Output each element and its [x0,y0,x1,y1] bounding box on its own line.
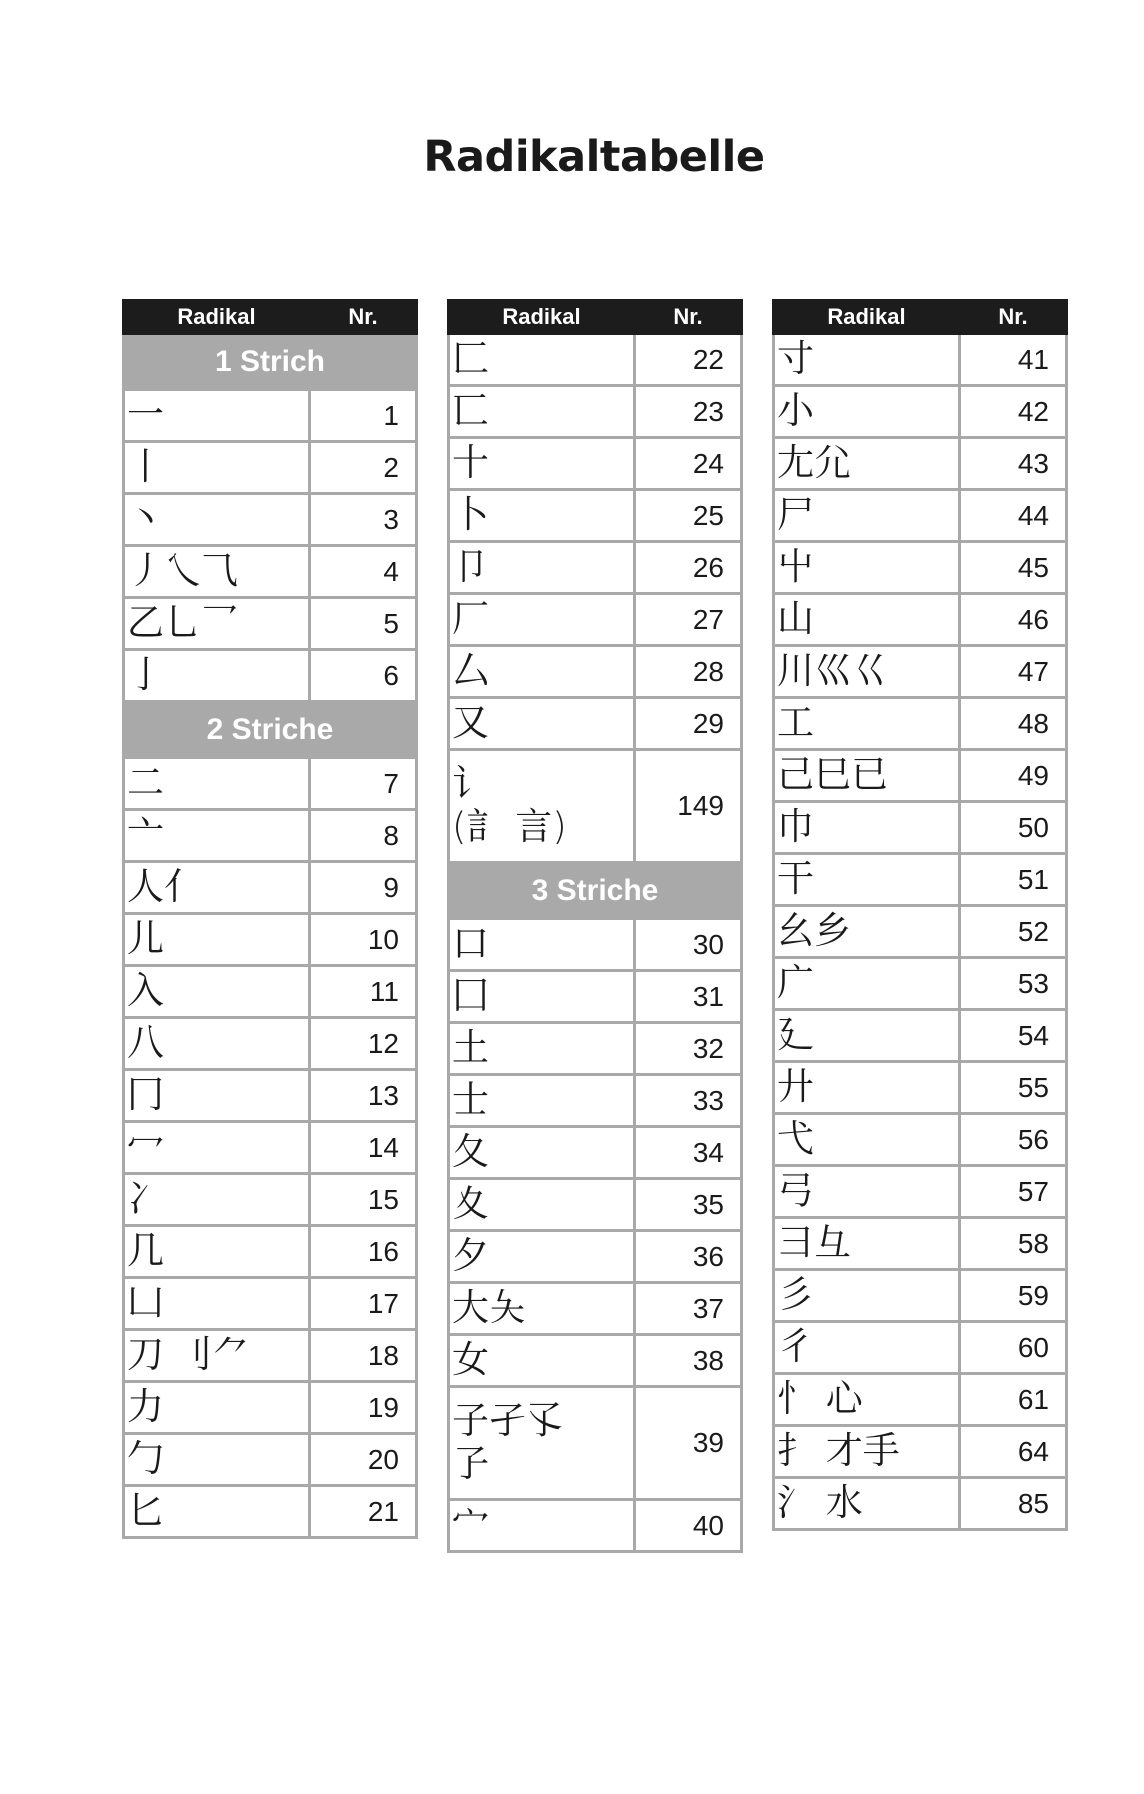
radical-cell [124,494,310,546]
radical-cell [124,390,310,442]
radical-glyph: 匸 [452,389,489,433]
radical-cell [774,594,960,646]
radical-number: 36 [635,1231,742,1283]
table-row [124,650,417,702]
radical-cell [449,1500,635,1552]
table-row [449,1283,742,1335]
radical-number: 59 [960,1270,1067,1322]
radical-glyph: 冖 [127,1125,164,1169]
radical-number: 42 [960,386,1067,438]
radical-cell [124,1122,310,1174]
radical-glyph: 巾 [777,805,814,849]
radical-cell [774,802,960,854]
radical-cell [124,1226,310,1278]
radical-cell [774,1426,960,1478]
radical-glyph: 丨 [127,445,164,489]
table-row [124,494,417,546]
radical-number: 17 [310,1278,417,1330]
radical-number: 149 [635,750,742,863]
radical-cell [124,650,310,702]
table-row [124,1330,417,1382]
radical-number: 46 [960,594,1067,646]
radical-number: 39 [635,1387,742,1500]
table-row [449,1075,742,1127]
table-row [449,919,742,971]
radical-cell [124,1330,310,1382]
radical-number: 7 [310,758,417,810]
radical-glyph: 亅 [127,653,164,697]
radical-number: 22 [635,334,742,386]
radical-number: 38 [635,1335,742,1387]
table-row [124,546,417,598]
radical-glyph: 力 [127,1385,164,1429]
radical-glyph: 尸 [777,493,814,537]
radical-number: 28 [635,646,742,698]
radical-number: 50 [960,802,1067,854]
radical-cell [449,646,635,698]
table-row [774,1270,1067,1322]
radical-cell [124,758,310,810]
table-row [774,386,1067,438]
radical-glyph: 士 [452,1078,489,1122]
radical-number: 61 [960,1374,1067,1426]
radical-number: 32 [635,1023,742,1075]
radical-number: 2 [310,442,417,494]
radical-glyph: 忄 心 [777,1377,863,1421]
table-row [449,1500,742,1552]
table-row [774,542,1067,594]
table-row [774,1010,1067,1062]
radical-number: 56 [960,1114,1067,1166]
radical-cell [449,698,635,750]
section-header-row [124,702,417,758]
radical-table [122,299,418,1539]
radical-cell [124,442,310,494]
table-row [774,1322,1067,1374]
radical-number: 52 [960,906,1067,958]
radical-number: 37 [635,1283,742,1335]
radical-glyph: 八 [127,1021,164,1065]
radical-number: 3 [310,494,417,546]
radical-number: 4 [310,546,417,598]
radical-cell [774,750,960,802]
radical-number: 53 [960,958,1067,1010]
radical-glyph: 工 [777,701,814,745]
radical-cell [774,1270,960,1322]
header-radical: Radikal [449,301,635,334]
radical-cell [124,1070,310,1122]
radical-cell [124,862,310,914]
radical-number: 12 [310,1018,417,1070]
section-header: 2 Striche [124,702,417,758]
radical-glyph: 弋 [777,1117,814,1161]
table-row [124,1070,417,1122]
table-row [124,1226,417,1278]
radical-cell [774,438,960,490]
radical-number: 16 [310,1226,417,1278]
table-row [449,490,742,542]
radical-number: 9 [310,862,417,914]
radical-glyph: 卜 [452,493,489,537]
table-row [449,386,742,438]
radical-glyph: 干 [777,857,814,901]
radical-glyph: 口 [452,922,489,966]
radical-number: 47 [960,646,1067,698]
table-row [449,646,742,698]
radical-cell [774,646,960,698]
radical-cell [449,1335,635,1387]
table-row [449,971,742,1023]
radical-cell [774,1062,960,1114]
radical-cell [449,750,635,863]
radical-number: 21 [310,1486,417,1538]
table-row [774,438,1067,490]
radical-number: 15 [310,1174,417,1226]
table-row [124,1382,417,1434]
table-row [774,1218,1067,1270]
radical-number: 48 [960,698,1067,750]
radical-cell [774,958,960,1010]
radical-number: 35 [635,1179,742,1231]
radical-glyph: 女 [452,1338,489,1382]
radical-number: 55 [960,1062,1067,1114]
radical-cell [449,1231,635,1283]
table-row [774,1426,1067,1478]
table-row [449,1127,742,1179]
radical-number: 54 [960,1010,1067,1062]
radical-glyph: 屮 [777,545,814,589]
radical-number: 5 [310,598,417,650]
table-row [774,1062,1067,1114]
radical-glyph: 乙乚乛 [127,601,238,645]
radical-glyph: 冫 [127,1177,164,1221]
radical-cell [124,966,310,1018]
radical-number: 8 [310,810,417,862]
radical-cell [774,1010,960,1062]
section-header-row [449,863,742,919]
radical-number: 44 [960,490,1067,542]
page-title: Radikaltabelle [423,132,765,182]
radical-cell [124,810,310,862]
header-nr: Nr. [960,301,1067,334]
table-row [124,390,417,442]
radical-number: 29 [635,698,742,750]
radical-number: 14 [310,1122,417,1174]
table-header-row [449,301,742,334]
header-radical: Radikal [774,301,960,334]
radical-table-column-1 [122,299,415,1539]
radical-glyph: 彡 [777,1273,814,1317]
radical-glyph: 大夨 [452,1286,526,1330]
table-row [774,334,1067,386]
radical-cell [774,1166,960,1218]
table-row [449,1179,742,1231]
radical-glyph: 匕 [127,1489,164,1533]
radical-number: 40 [635,1500,742,1552]
radical-number: 23 [635,386,742,438]
radical-glyph: 一 [127,393,164,437]
radical-glyph: 亠 [127,813,164,857]
radical-glyph: 儿 [127,917,164,961]
radical-number: 34 [635,1127,742,1179]
radical-glyph: 幺乡 [777,909,851,953]
radical-table [447,299,743,1553]
radical-glyph: 夂 [452,1130,489,1174]
radical-table-column-3 [772,299,1065,1531]
table-row [449,1023,742,1075]
radical-cell [449,542,635,594]
radical-glyph: 彳 [777,1325,814,1369]
radical-number: 85 [960,1478,1067,1530]
section-header: 1 Strich [124,334,417,390]
table-row [449,1387,742,1500]
radical-number: 41 [960,334,1067,386]
section-header-row [124,334,417,390]
radical-cell [774,854,960,906]
header-nr: Nr. [310,301,417,334]
radical-number: 26 [635,542,742,594]
radical-cell [774,386,960,438]
radical-glyph: 丶 [127,497,164,541]
radical-variant-glyph: 孒 [452,1442,489,1485]
radical-cell [449,438,635,490]
table-row [449,698,742,750]
radical-glyph: 扌 才手 [777,1429,900,1473]
radical-cell [774,698,960,750]
table-row [774,854,1067,906]
radical-number: 20 [310,1434,417,1486]
radical-cell [449,1023,635,1075]
radical-cell [774,1478,960,1530]
table-row [774,646,1067,698]
radical-glyph: 己巳已 [777,753,888,797]
table-row [774,1374,1067,1426]
radical-cell [124,1486,310,1538]
radical-glyph: 廾 [777,1065,814,1109]
radical-cell [774,334,960,386]
radical-number: 19 [310,1382,417,1434]
radical-number: 49 [960,750,1067,802]
radical-glyph: 夊 [452,1182,489,1226]
table-row [774,594,1067,646]
table-row [449,594,742,646]
table-row [124,1434,417,1486]
radical-glyph: 川巛巜 [777,649,888,693]
radical-number: 31 [635,971,742,1023]
radical-cell [449,1387,635,1500]
table-row [449,1335,742,1387]
radical-glyph: 夕 [452,1234,489,1278]
table-row [124,442,417,494]
radical-glyph: 宀 [452,1503,489,1547]
table-row [774,1166,1067,1218]
radical-glyph: 勹 [127,1437,164,1481]
radical-number: 51 [960,854,1067,906]
radical-number: 60 [960,1322,1067,1374]
radical-glyph: 氵 水 [777,1481,863,1525]
radical-glyph: 刀 刂⺈ [127,1333,250,1377]
table-row [124,1018,417,1070]
radical-number: 13 [310,1070,417,1122]
radical-cell [774,1218,960,1270]
radical-number: 27 [635,594,742,646]
table-row [124,914,417,966]
radical-glyph: 十 [452,441,489,485]
radical-cell [124,914,310,966]
radical-number: 10 [310,914,417,966]
radical-cell [124,546,310,598]
table-row [774,750,1067,802]
radical-glyph: 丿乀⺄ [127,549,238,593]
radical-number: 43 [960,438,1067,490]
radical-cell [124,1434,310,1486]
radical-number: 45 [960,542,1067,594]
table-row [124,598,417,650]
radical-number: 64 [960,1426,1067,1478]
radical-glyph: 土 [452,1026,489,1070]
radical-glyph: 卩 [452,545,489,589]
radical-table-column-2 [447,299,740,1553]
radical-number: 25 [635,490,742,542]
radical-number: 1 [310,390,417,442]
radical-glyph: 厶 [452,649,489,693]
radical-glyph: 匚 [452,337,489,381]
radical-cell [124,1018,310,1070]
radical-glyph: 寸 [777,337,814,381]
table-row [124,1486,417,1538]
radical-cell [449,971,635,1023]
radical-cell [124,1174,310,1226]
table-row [774,1478,1067,1530]
radical-cell [774,1374,960,1426]
radical-cell [774,1322,960,1374]
table-row [774,958,1067,1010]
header-radical: Radikal [124,301,310,334]
radical-cell [449,386,635,438]
radical-number: 6 [310,650,417,702]
radical-glyph: 弓 [777,1169,814,1213]
section-header: 3 Striche [449,863,742,919]
radical-number: 18 [310,1330,417,1382]
table-row [124,810,417,862]
radical-cell [449,594,635,646]
table-row [774,698,1067,750]
header-nr: Nr. [635,301,742,334]
radical-cell [449,1127,635,1179]
table-row [124,1122,417,1174]
radical-glyph: 凵 [127,1281,164,1325]
radical-variant-glyph: (訁 言) [452,805,567,848]
table-row [124,1174,417,1226]
radical-cell [774,542,960,594]
radical-cell [449,1283,635,1335]
radical-number: 11 [310,966,417,1018]
radical-cell [774,906,960,958]
radical-glyph: 山 [777,597,814,641]
radical-glyph: 入 [127,969,164,1013]
table-row [774,802,1067,854]
radical-cell [774,1114,960,1166]
table-row [124,758,417,810]
radical-glyph: 彐彑 [777,1221,851,1265]
radical-cell [124,598,310,650]
radical-glyph: 厂 [452,597,489,641]
table-header-row [124,301,417,334]
table-header-row [774,301,1067,334]
radical-glyph: 廴 [777,1013,814,1057]
radical-number: 58 [960,1218,1067,1270]
radical-number: 30 [635,919,742,971]
table-row [449,438,742,490]
radical-cell [774,490,960,542]
radical-cell [124,1382,310,1434]
table-row [124,1278,417,1330]
radical-glyph: 小 [777,389,814,433]
table-row [774,490,1067,542]
radical-glyph: 又 [452,701,489,745]
table-row [124,862,417,914]
radical-glyph: 二 [127,761,164,805]
radical-number: 33 [635,1075,742,1127]
radical-glyph: 子孑孓 [452,1399,563,1443]
radical-cell [449,1075,635,1127]
table-row [449,1231,742,1283]
radical-cell [449,334,635,386]
radical-glyph: 人亻 [127,865,201,909]
radical-glyph: 尢尣 [777,441,851,485]
table-row [449,334,742,386]
table-row [774,1114,1067,1166]
radical-glyph: 广 [777,961,814,1005]
radical-cell [449,919,635,971]
radical-glyph: 几 [127,1229,164,1273]
radical-number: 24 [635,438,742,490]
table-row [449,750,742,863]
radical-table [772,299,1068,1531]
table-row [449,542,742,594]
radical-glyph: 讠 [452,762,489,806]
radical-number: 57 [960,1166,1067,1218]
table-row [124,966,417,1018]
radical-glyph: 囗 [452,974,489,1018]
radical-glyph: 冂 [127,1073,164,1117]
radical-cell [449,490,635,542]
table-row [774,906,1067,958]
radical-cell [449,1179,635,1231]
radical-cell [124,1278,310,1330]
